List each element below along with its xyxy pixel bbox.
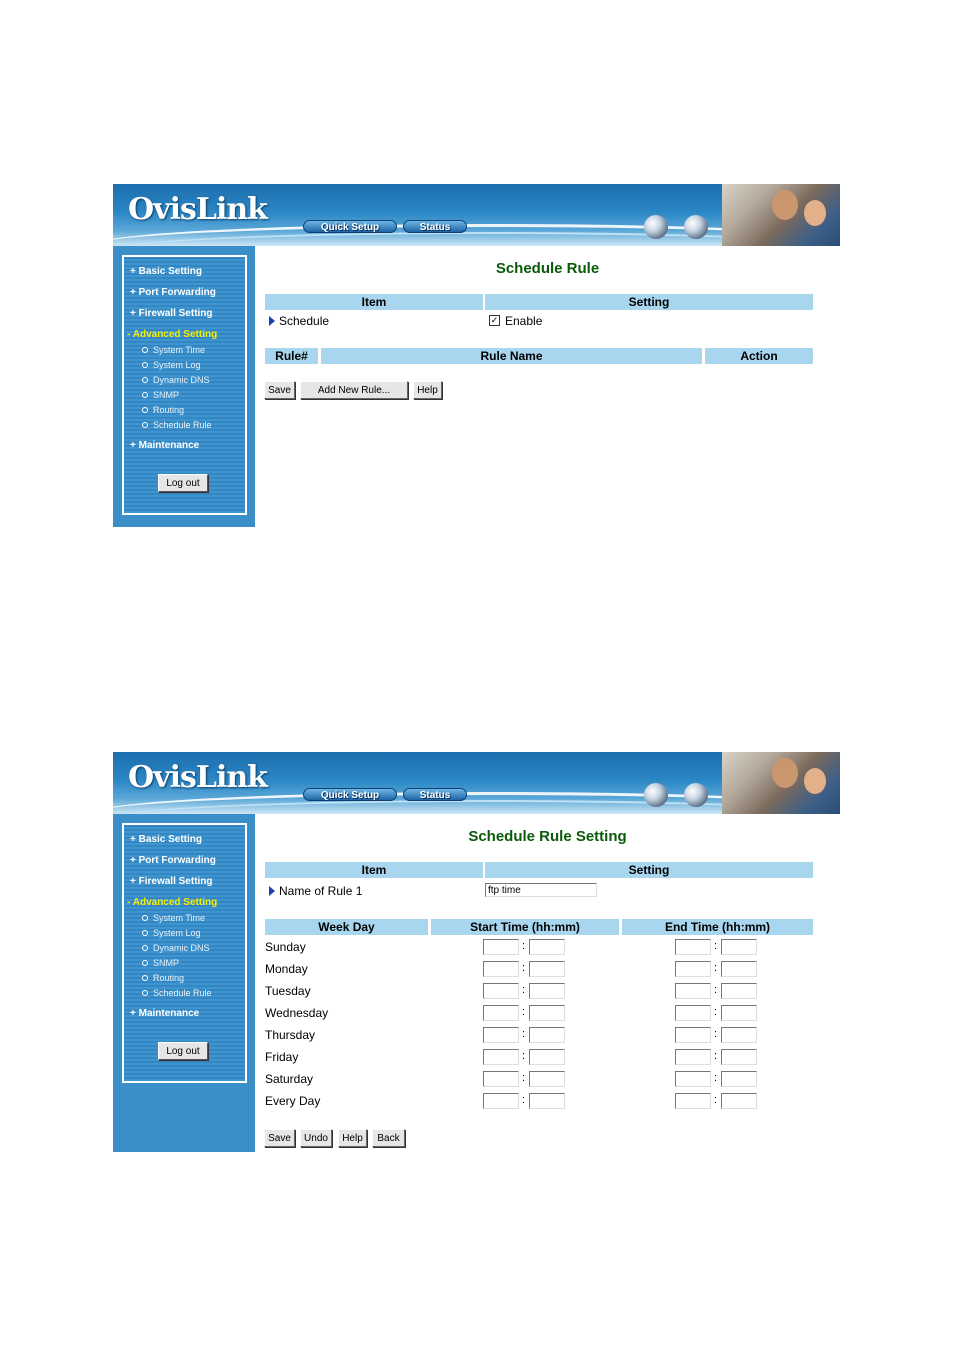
menu-advanced-setting[interactable]: - Advanced Setting — [127, 897, 218, 908]
end-hour-input[interactable] — [675, 1005, 711, 1021]
schedule-row-label: Schedule — [269, 314, 329, 328]
submenu-routing[interactable]: Routing — [142, 973, 184, 983]
end-minute-input[interactable] — [721, 939, 757, 955]
col-action-header: Action — [705, 348, 813, 364]
sidebar-menu — [122, 823, 247, 1083]
globe-icon — [684, 215, 708, 239]
enable-checkbox[interactable]: ✓ — [490, 315, 499, 326]
sidebar-menu — [122, 255, 247, 515]
start-minute-input[interactable] — [529, 961, 565, 977]
save-button[interactable]: Save — [264, 381, 295, 399]
submenu-schedule-rule[interactable]: Schedule Rule — [142, 988, 212, 998]
bullet-icon — [142, 392, 148, 398]
end-minute-input[interactable] — [721, 1093, 757, 1109]
weekday-label: Thursday — [265, 1028, 316, 1042]
end-hour-input[interactable] — [675, 983, 711, 999]
globe-icon — [644, 215, 668, 239]
submenu-system-log[interactable]: System Log — [142, 360, 201, 370]
start-minute-input[interactable] — [529, 1027, 565, 1043]
status-button[interactable]: Status — [403, 788, 467, 801]
start-hour-input[interactable] — [483, 1093, 519, 1109]
globe-icon — [644, 783, 668, 807]
time-separator: : — [714, 1050, 718, 1062]
time-separator: : — [522, 1094, 526, 1106]
end-hour-input[interactable] — [675, 1071, 711, 1087]
undo-button[interactable]: Undo — [300, 1129, 332, 1147]
bullet-icon — [142, 377, 148, 383]
weekday-label: Monday — [265, 962, 308, 976]
submenu-system-log[interactable]: System Log — [142, 928, 201, 938]
time-separator: : — [522, 1072, 526, 1084]
col-setting-header: Setting — [485, 294, 813, 310]
start-minute-input[interactable] — [529, 1093, 565, 1109]
help-button[interactable]: Help — [338, 1129, 367, 1147]
time-separator: : — [522, 984, 526, 996]
end-minute-input[interactable] — [721, 983, 757, 999]
status-button[interactable]: Status — [403, 220, 467, 233]
start-hour-input[interactable] — [483, 1027, 519, 1043]
end-minute-input[interactable] — [721, 1027, 757, 1043]
col-end-time-header: End Time (hh:mm) — [622, 919, 813, 935]
rule-name-label: Name of Rule 1 — [269, 884, 362, 898]
page-title: Schedule Rule Setting — [468, 828, 627, 845]
submenu-dynamic-dns[interactable]: Dynamic DNS — [142, 943, 210, 953]
time-separator: : — [522, 1028, 526, 1040]
rule-name-input[interactable] — [485, 883, 597, 897]
arrow-right-icon — [269, 886, 275, 896]
ovislink-logo: OvisLink — [128, 760, 267, 795]
time-separator: : — [714, 940, 718, 952]
sidebar — [113, 246, 255, 527]
col-item-header: Item — [265, 294, 483, 310]
start-minute-input[interactable] — [529, 983, 565, 999]
time-separator: : — [522, 1050, 526, 1062]
quick-setup-button[interactable]: Quick Setup — [303, 220, 397, 233]
submenu-snmp[interactable]: SNMP — [142, 390, 179, 400]
end-hour-input[interactable] — [675, 961, 711, 977]
bullet-icon — [142, 347, 148, 353]
end-hour-input[interactable] — [675, 1093, 711, 1109]
header-banner — [113, 752, 840, 814]
menu-port-forwarding[interactable]: + Port Forwarding — [130, 287, 216, 298]
help-button[interactable]: Help — [413, 381, 442, 399]
start-minute-input[interactable] — [529, 1071, 565, 1087]
start-hour-input[interactable] — [483, 983, 519, 999]
submenu-schedule-rule[interactable]: Schedule Rule — [142, 420, 212, 430]
menu-firewall-setting[interactable]: + Firewall Setting — [130, 876, 213, 887]
bullet-icon — [142, 960, 148, 966]
start-minute-input[interactable] — [529, 1049, 565, 1065]
col-weekday-header: Week Day — [265, 919, 428, 935]
time-separator: : — [714, 962, 718, 974]
menu-basic-setting[interactable]: + Basic Setting — [130, 834, 202, 845]
save-button[interactable]: Save — [264, 1129, 295, 1147]
col-rule-num-header: Rule# — [265, 348, 318, 364]
end-minute-input[interactable] — [721, 1071, 757, 1087]
time-separator: : — [522, 962, 526, 974]
bullet-icon — [142, 975, 148, 981]
time-separator: : — [714, 984, 718, 996]
add-new-rule-button[interactable]: Add New Rule... — [300, 381, 408, 399]
weekday-label: Sunday — [265, 940, 306, 954]
bullet-icon — [142, 407, 148, 413]
submenu-dynamic-dns[interactable]: Dynamic DNS — [142, 375, 210, 385]
time-separator: : — [714, 1006, 718, 1018]
col-item-header: Item — [265, 862, 483, 878]
weekday-label: Saturday — [265, 1072, 314, 1086]
back-button[interactable]: Back — [372, 1129, 405, 1147]
end-hour-input[interactable] — [675, 1049, 711, 1065]
time-separator: : — [714, 1072, 718, 1084]
menu-basic-setting[interactable]: + Basic Setting — [130, 266, 202, 277]
time-separator: : — [522, 1006, 526, 1018]
sidebar — [113, 814, 255, 1152]
bullet-icon — [142, 990, 148, 996]
submenu-system-time[interactable]: System Time — [142, 345, 205, 355]
globe-icon — [684, 783, 708, 807]
start-hour-input[interactable] — [483, 1049, 519, 1065]
menu-firewall-setting[interactable]: + Firewall Setting — [130, 308, 213, 319]
end-hour-input[interactable] — [675, 939, 711, 955]
weekday-label: Friday — [265, 1050, 299, 1064]
submenu-routing[interactable]: Routing — [142, 405, 184, 415]
logout-button[interactable]: Log out — [158, 474, 208, 492]
bullet-icon — [142, 422, 148, 428]
quick-setup-button[interactable]: Quick Setup — [303, 788, 397, 801]
menu-advanced-setting[interactable]: - Advanced Setting — [127, 329, 218, 340]
time-separator: : — [714, 1028, 718, 1040]
bullet-icon — [142, 945, 148, 951]
schedule-rule-setting-window — [113, 752, 840, 1152]
banner-photo — [722, 184, 840, 246]
end-minute-input[interactable] — [721, 1005, 757, 1021]
bullet-icon — [142, 915, 148, 921]
start-hour-input[interactable] — [483, 939, 519, 955]
page-title: Schedule Rule — [495, 260, 600, 277]
schedule-rule-window — [113, 184, 840, 527]
start-minute-input[interactable] — [529, 1005, 565, 1021]
ovislink-logo: OvisLink — [128, 192, 267, 227]
end-minute-input[interactable] — [721, 1049, 757, 1065]
time-separator: : — [714, 1094, 718, 1106]
start-hour-input[interactable] — [483, 961, 519, 977]
start-hour-input[interactable] — [483, 1071, 519, 1087]
weekday-label: Every Day — [265, 1094, 321, 1108]
start-minute-input[interactable] — [529, 939, 565, 955]
submenu-snmp[interactable]: SNMP — [142, 958, 179, 968]
menu-maintenance[interactable]: + Maintenance — [130, 440, 200, 451]
banner-photo — [722, 752, 840, 814]
header-banner — [113, 184, 840, 246]
end-minute-input[interactable] — [721, 961, 757, 977]
end-hour-input[interactable] — [675, 1027, 711, 1043]
logout-button[interactable]: Log out — [158, 1042, 208, 1060]
menu-maintenance[interactable]: + Maintenance — [130, 1008, 200, 1019]
col-rule-name-header: Rule Name — [321, 348, 702, 364]
bullet-icon — [142, 362, 148, 368]
weekday-label: Tuesday — [265, 984, 311, 998]
menu-port-forwarding[interactable]: + Port Forwarding — [130, 855, 216, 866]
schedule-enable[interactable]: ✓ Enable — [490, 314, 543, 328]
col-start-time-header: Start Time (hh:mm) — [431, 919, 619, 935]
bullet-icon — [142, 930, 148, 936]
arrow-right-icon — [269, 316, 275, 326]
weekday-label: Wednesday — [265, 1006, 329, 1020]
start-hour-input[interactable] — [483, 1005, 519, 1021]
col-setting-header: Setting — [485, 862, 813, 878]
time-separator: : — [522, 940, 526, 952]
submenu-system-time[interactable]: System Time — [142, 913, 205, 923]
